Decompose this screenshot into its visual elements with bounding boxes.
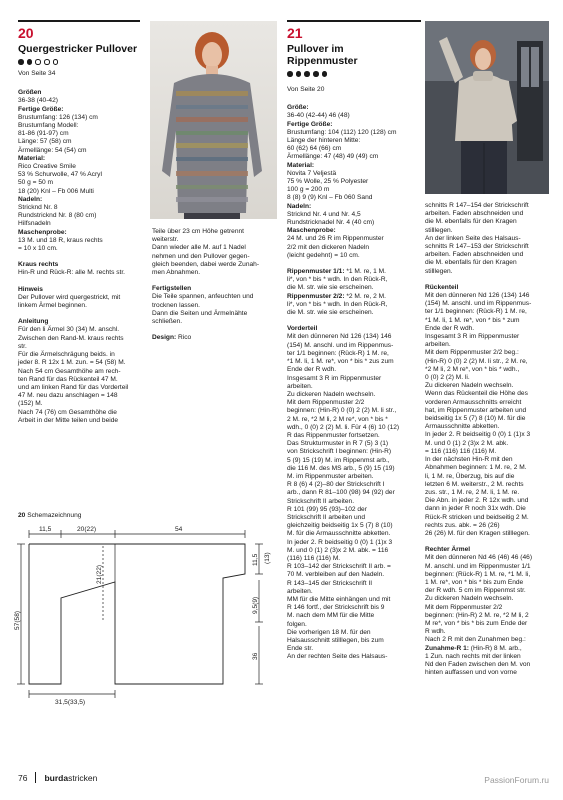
text-line: zus. str., 1 M. re, 2 M. li, 1 M. re. [425,488,520,496]
text-line: R 8 (6) 4 (2)–80 der Strickschrift I [287,481,385,489]
text-line: Das Strukturmuster in R 7 (5) 3 (1) [287,440,389,448]
text-line: dann in jeder R noch 31x wdh. Die [425,505,526,513]
text-line: Dann wieder alle M. auf 1 Nadel [152,244,246,252]
text-line: 18 (20) Knl – Fb 006 Multi [18,187,94,195]
text-line: Mit den dünneren Nd 126 (134) 146 [287,333,392,341]
text-line: arbeiten. [287,382,313,390]
difficulty-dot-filled [322,71,328,77]
text-line: (Hin-R) 0 (0) 2 (2) M. li str., 2 M. re, [425,357,528,365]
text-line: Zu dickeren Nadeln wechseln. [425,595,514,603]
text-line: Mit den dünneren Nd 126 (134) 146 [425,292,530,300]
section-heading: Material: [18,154,46,162]
text-line: die M. str. wie sie erscheinen. [287,309,374,317]
text-line: M. und 0 (1) 2 (3)x 2 M. abk. = 116 [287,546,389,554]
text-line: rechts zus. abk. = 26 (26) [425,521,500,529]
text-line: Brustumfang: 126 (134) cm [18,113,98,121]
text-line: die M. str. wie sie erscheinen. [287,284,374,292]
difficulty-dot-filled [287,71,293,77]
text-line: str. [18,342,27,350]
dim-shoulder: 11,5 [252,553,259,566]
text-line: Teile über 23 cm Höhe getrennt [152,228,244,235]
footer-separator [35,772,36,783]
design-name: Rico [176,334,192,342]
dim-body-length: 57(58) [14,610,21,630]
text-line: 2 M. re, *2 M li, 2 M re*, von * bis * [287,415,388,423]
section-heading: Kraus rechts [18,261,59,269]
text-line: beidseitig 1x 5 (7) 8 (10) M. für die [425,415,526,423]
text-line: M. für die Armausschnitte abketten. [287,530,391,538]
text-line: Stricknd Nr. 8 [18,204,58,212]
text-line: (154) M. anschl. und im Rippenmus- [287,341,394,349]
text-line: Brustumfang Modell: [18,122,79,130]
section-heading: Maschenprobe: [18,228,67,236]
increase-lines [425,653,553,678]
text-line: stilllegen. [425,267,453,275]
text-line: Nach 74 (76) cm Gesamthöhe die [18,408,117,416]
sizes-text: 36-40 (42-44) 46 (48) [287,112,350,120]
text-line: Für die Ärmelschrägung beids. in [18,351,115,359]
text-line: 53 % Schurwolle, 47 % Acryl [18,171,102,179]
text-line: folgen. [287,620,307,628]
text-line: 24 M. und 26 R im Rippenmuster [287,235,384,243]
text-line: R 101 (99) 95 (93)–102 der [287,505,367,513]
text-line: vorderen Armausschnitts erreicht [425,398,522,406]
text-line: 100 g = 200 m [287,186,330,194]
text-line: Arbeit in der Mitte teilen und beide [18,416,119,424]
text-line: ter 1/1 beginnen: (Rück-R) 1 M. re, [425,308,527,316]
neckline-lines [425,202,553,276]
section-heading: Hinweis [18,285,43,293]
rib-pattern-2-label: Rippenmuster 2/2: [287,292,345,300]
text-line: (Hin-R) 8 M. arb., [468,644,522,652]
text-line: Strickschrift II arbeiten und [287,513,366,521]
text-line: Hilfsnadeln [18,220,51,228]
text-line: Länge der hinteren Mitte: [287,137,361,145]
text-line: arbeiten. [287,587,313,595]
photo-illustration [150,21,277,219]
text-line: Rundstricknd Nr. 8 (80 cm) [18,212,97,220]
gauge-lines [18,237,143,253]
title-line: Pullover im [287,43,344,55]
section-heading: Anleitung [18,318,49,326]
text-line: letzten 6 M. weiterstr., 2 M. rechts [425,480,524,488]
dim-shoulder-alt: (13) [264,552,271,564]
text-line: nehmen und den Pullover gegen- [152,252,250,260]
text-line: li, 1 M. re, Überzug, bis auf die [425,472,515,480]
section-heading: Vorderteil [287,325,318,333]
text-line: Armausschnitte abketten. [425,423,500,431]
difficulty-dot-filled [304,71,310,77]
text-line: Der Pullover wird quergestrickt, mit [18,293,121,301]
dim-neck-width: 20(22) [77,526,97,533]
section-heading: Größen [18,89,42,97]
text-line: die M. ebenfalls für den Kragen [425,218,517,226]
text-line: Zu dickeren Nadeln wechseln. [425,382,514,390]
text-line: Insgesamt 3 R im Rippenmuster [287,374,382,382]
section-heading: Größe: [287,104,309,112]
top-rule-right [287,20,421,22]
text-line: arbeiten. [425,341,451,349]
difficulty-dot-empty [35,59,41,65]
text-line: Rico Creative Smile [18,163,76,171]
text-line: = 10 x 10 cm. [18,245,58,253]
photo-illustration [425,21,549,194]
text-line: beginnen: (Rück-R) 1 M. re, *1 M. li, [425,570,531,578]
schema-drawing [15,522,277,762]
text-line: 75 % Wolle, 25 % Polyester [287,178,369,186]
text-line: 26 (26) M. für den Kragen stilllegen. [425,529,530,537]
text-line: beginnen: (Hin-R) 0 (0) 2 (2) M. li str., [287,407,397,415]
text-line: R 146 fortf., der Strickschrift bis 9 [287,604,385,612]
section-heading: Material: [287,161,315,169]
text-line: (116) 116 (116) M. [287,554,341,562]
text-line: arbeiten. Faden abschneiden und [425,210,524,218]
text-line: arbeiten. Faden abschneiden und [425,251,524,259]
schema-label-text: Schemazeichnung [27,512,82,519]
text-line: 1 M. re*, von * bis * bis zum Ende [425,578,524,586]
text-line: gleichzeitig beidseitig 1x 5 (7) 8 (10) [287,522,393,530]
text-line: 81-86 (91-97) cm [18,130,69,138]
text-line: R 143–145 der Strickschrift II [287,579,373,587]
photo-quergestrickter-pullover [150,21,277,219]
text-line: die 116 M. des MS arb., 5 (9) 15 (19) [287,464,395,472]
pattern-number: 20 [18,25,34,41]
text-line: Nach 2 R mit den Zunahmen beg.: [425,636,526,644]
section-heading: Nadeln: [18,195,43,203]
watermark: PassionForum.ru [484,775,549,785]
text-line: In jeder 2. R beidseitig 0 (0) 1 (1)x 3 [425,431,531,439]
text-line: 60 (62) 64 (66) cm [287,145,342,153]
text-line: der R wdh. 5 cm im Rippenmst str. [425,587,526,595]
section-heading: Rechter Ärmel [425,546,471,554]
text-line: Rundstricknadel Nr. 4 (40 cm) [287,219,375,227]
difficulty-dot-empty [53,59,59,65]
rib-pattern-2 [287,293,423,301]
text-line: Ärmellänge: 54 (54) cm [18,146,87,154]
text-line: jeder 8. R 12x 1 M. zun. = 54 (58) M. [18,359,126,367]
text-line: 8 (8) 9 (9) Knl – Fb 060 Sand [287,194,373,202]
text-line: Strickschrift II arbeiten. [287,497,355,505]
dim-sleeve-top: 11,5 [39,526,52,533]
text-line: Ende der R wdh. [425,324,475,332]
pattern-title: Quergestricker Pullover [18,43,138,55]
rib-pattern-1-label: Rippenmuster 1/1: [287,268,345,276]
schema-svg [15,522,277,762]
difficulty-dot-filled [27,59,33,65]
text-line: Zu dickeren Nadeln wechseln. [287,390,376,398]
text-line: Novita 7 Veljestä [287,169,337,177]
text-line: 2/2 mit den dickeren Nadeln [287,243,370,251]
material-lines [18,163,143,196]
text-line: hat, im Rippenmuster arbeiten und [425,406,527,414]
text-line: 13 M. und 18 R, kraus rechts [18,236,103,244]
title-line: Rippenmuster [287,55,358,67]
text-line: R 103–142 der Strickschrift II arb. = [287,563,391,571]
text-line: An der rechten Seite des Halsaus- [287,653,388,661]
section-heading: Nadeln: [287,202,312,210]
text-line: Mit dem Rippenmuster 2/2 [287,399,365,407]
text-line: li*, von * bis * wdh. In den Rück-R, [287,276,388,284]
section-heading: Maschenprobe: [287,227,336,235]
brand-logo [44,773,97,783]
text-line: Zwischen den Rand-M. kraus rechts [18,334,124,342]
text-line: Ärmellänge: 47 (48) 49 (49) cm [287,153,379,161]
text-line: M. anschl. und im Rippenmuster 1/1 [425,562,531,570]
pattern-number: 21 [287,25,303,41]
text-line: schnitts R 147–153 der Strickschrift [425,243,529,251]
text-line: schnitts R 147–154 der Strickschrift [425,202,529,209]
text-line: An der linken Seite des Halsaus- [425,234,521,242]
section-heading: Fertige Größe: [287,120,333,128]
increase-row [425,645,553,653]
text-line: ter 1/1 beginnen: (Rück-R) 1 M. re, [287,349,389,357]
text-line: arb., dann R 81–100 (98) 94 (92) der [287,489,395,497]
text-line: Die vorherigen 18 M. für den [287,628,371,636]
difficulty-rating [18,59,143,67]
text-line: weiterstr. [152,236,179,244]
text-line: wdh., 0 (0) 2 (2) M. li. Für 4 (6) 10 (12) [287,423,400,431]
text-line: stilllegen. [425,226,453,234]
text-line: 47 M. neu dazu anschlagen = 148 [18,392,118,400]
text-line: Rück-R stricken und beidseitig 2 M. [425,513,529,521]
text-line: Nach 54 cm Gesamthöhe am rech- [18,367,121,375]
text-line: Mit dem Rippenmuster 2/2 beg.: [425,349,519,357]
difficulty-dot-filled [313,71,319,77]
text-line: MM für die Mitte einhängen und mit [287,595,391,603]
difficulty-dot-filled [18,59,24,65]
text-line: men Abnahmen. [152,269,201,277]
text-line: Ende str. [287,645,314,653]
dim-sleeve-length: 21(22) [96,564,103,584]
text-line: die M. ebenfalls für den Kragen [425,259,517,267]
text-line: hinten auffassen und von vorne [425,669,517,677]
section-heading: Rückenteil [425,283,459,291]
text-line: 1 Zun. nach rechts mit der linken [425,652,521,660]
text-line: Nd den Faden zwischen den M. von [425,660,531,668]
text-line: Abnahmen beginnen: 1 M. re, 2 M. [425,464,527,472]
text-line: *2 M. re, 2 M. [344,292,386,300]
text-line: Ende der R wdh. [287,366,337,374]
instructions-lines [18,326,143,424]
text-line: Die Abn. in jeder 2. R 12x wdh. und [425,497,529,505]
schema-label-number: 20 [18,512,26,519]
text-line: beginnen: (Hin-R) 2 M. re, *2 M li, 2 [425,611,529,619]
dim-armhole: 9,5(9) [252,596,259,614]
text-line: 5 (9) 15 (19) M. im Rippenmst arb., [287,456,390,464]
dim-bottom-width: 31,5(33,5) [55,699,86,706]
increase-row-label: Zunahme-R 1: [425,644,469,652]
text-line: Mit dem Rippenmuster 2/2 [425,603,503,611]
rib-pattern-1 [287,268,423,276]
text-line: Brustumfang: 104 (112) 120 (128) cm [287,128,397,136]
text-line: Halsausschnitt stilllegen, bis zum [287,637,384,644]
schema-label [18,512,158,520]
sleeve-lines [425,554,553,644]
section-heading: Fertige Größe: [18,105,64,113]
kraus-text: Hin-R und Rück-R: alle M. rechts str. [18,269,125,277]
section-heading: Fertigstellen [152,285,192,293]
top-rule-left [18,20,140,22]
text-line: Wenn das Rückenteil die Höhe des [425,390,528,398]
text-line: M. im Rippenmuster arbeiten. [287,472,374,480]
text-line: li*, von * bis * wdh. In den Rück-R, [287,300,388,308]
text-line: Länge: 57 (58) cm [18,138,72,146]
text-line: In jeder 2. R beidseitig 0 (0) 1 (1)x 3 [287,538,393,546]
text-line: Für den li Ärmel 30 (34) M. anschl. [18,326,120,334]
text-line: 0 (0) 2 (2) M. li. [425,374,470,382]
text-line: 50 g = 50 m [18,179,54,187]
brand-rest: stricken [68,773,98,783]
front-piece-lines [287,333,423,661]
text-line: M. und 0 (1) 2 (3)x 2 M. abk. [425,439,509,447]
pattern-title [287,43,423,67]
text-line: *1 M. re, 1 M. [344,268,386,276]
page-reference: Von Seite 20 [287,86,325,93]
difficulty-rating [287,71,423,79]
text-line: = 116 (116) 116 (116) M. [425,447,497,455]
design-label: Design: [152,334,177,342]
text-line: (154) M. anschl. und im Rippenmus- [425,300,532,308]
dim-lower: 36 [252,652,259,660]
text-line: trocknen lassen. [152,301,201,309]
page-reference: Von Seite 34 [18,70,56,77]
text-line: Insgesamt 3 R im Rippenmuster [425,333,520,341]
pattern-21-column [287,26,423,662]
text-line: M re*, von * bis * bis zum Ende der [425,619,528,627]
text-line: R das Rippenmuster fortsetzen. [287,431,380,439]
pattern-21-continued [425,202,553,677]
dim-total-width: 54 [175,526,183,533]
pattern-20-continued [152,228,277,342]
text-line: *1 M. li, 1 M. re*, von * bis * zus zum [287,358,394,366]
text-line: (leicht gedehnt) = 10 cm. [287,251,360,259]
brand-bold: burda [44,773,69,783]
text-line: schließen. [152,318,183,326]
page-footer [18,772,97,783]
design-credit [152,334,277,342]
text-line: linkem Ärmel beginnen. [18,302,87,310]
text-line: von Strickschrift I beginnen: (Hin-R) [287,448,392,456]
photo-pullover-rippenmuster [425,21,549,194]
text-line: Dann die Seiten und Ärmelnähte [152,309,248,317]
needles-lines [18,204,143,229]
pattern-20-column [18,26,143,425]
finished-size-lines [18,114,143,155]
page-number: 76 [18,773,28,783]
text-line: Die Teile spannen, anfeuchten und [152,293,254,301]
text-line: In der nächsten Hin-R mit den [425,456,513,464]
text-line: *1 M. li, 1 M. re*, von * bis * zum [425,316,520,324]
text-line: ten Rand für das Rückenteil 47 M. [18,375,118,383]
text-line: und am linken Rand für das Vorderteil [18,383,129,391]
text-line: *2 M li, 2 M re*, von * bis * wdh., [425,365,520,373]
text-line: Stricknd Nr. 4 und Nr. 4,5 [287,210,361,218]
text-line: gleich beenden, dabei werde Zunah- [152,260,260,268]
back-piece-lines [425,292,553,538]
text-line: M. nach dem MM für die Mitte [287,612,375,620]
difficulty-dot-filled [296,71,302,77]
text-line: Mit den dünneren Nd 46 (46) 46 (46) [425,554,533,562]
text-line: (152) M. [18,400,43,408]
sizes-text: 36-38 (40-42) [18,97,58,105]
text-line: 70 M. verbleiben auf den Nadeln. [287,571,385,579]
difficulty-dot-empty [44,59,50,65]
text-line: R wdh. [425,628,446,636]
